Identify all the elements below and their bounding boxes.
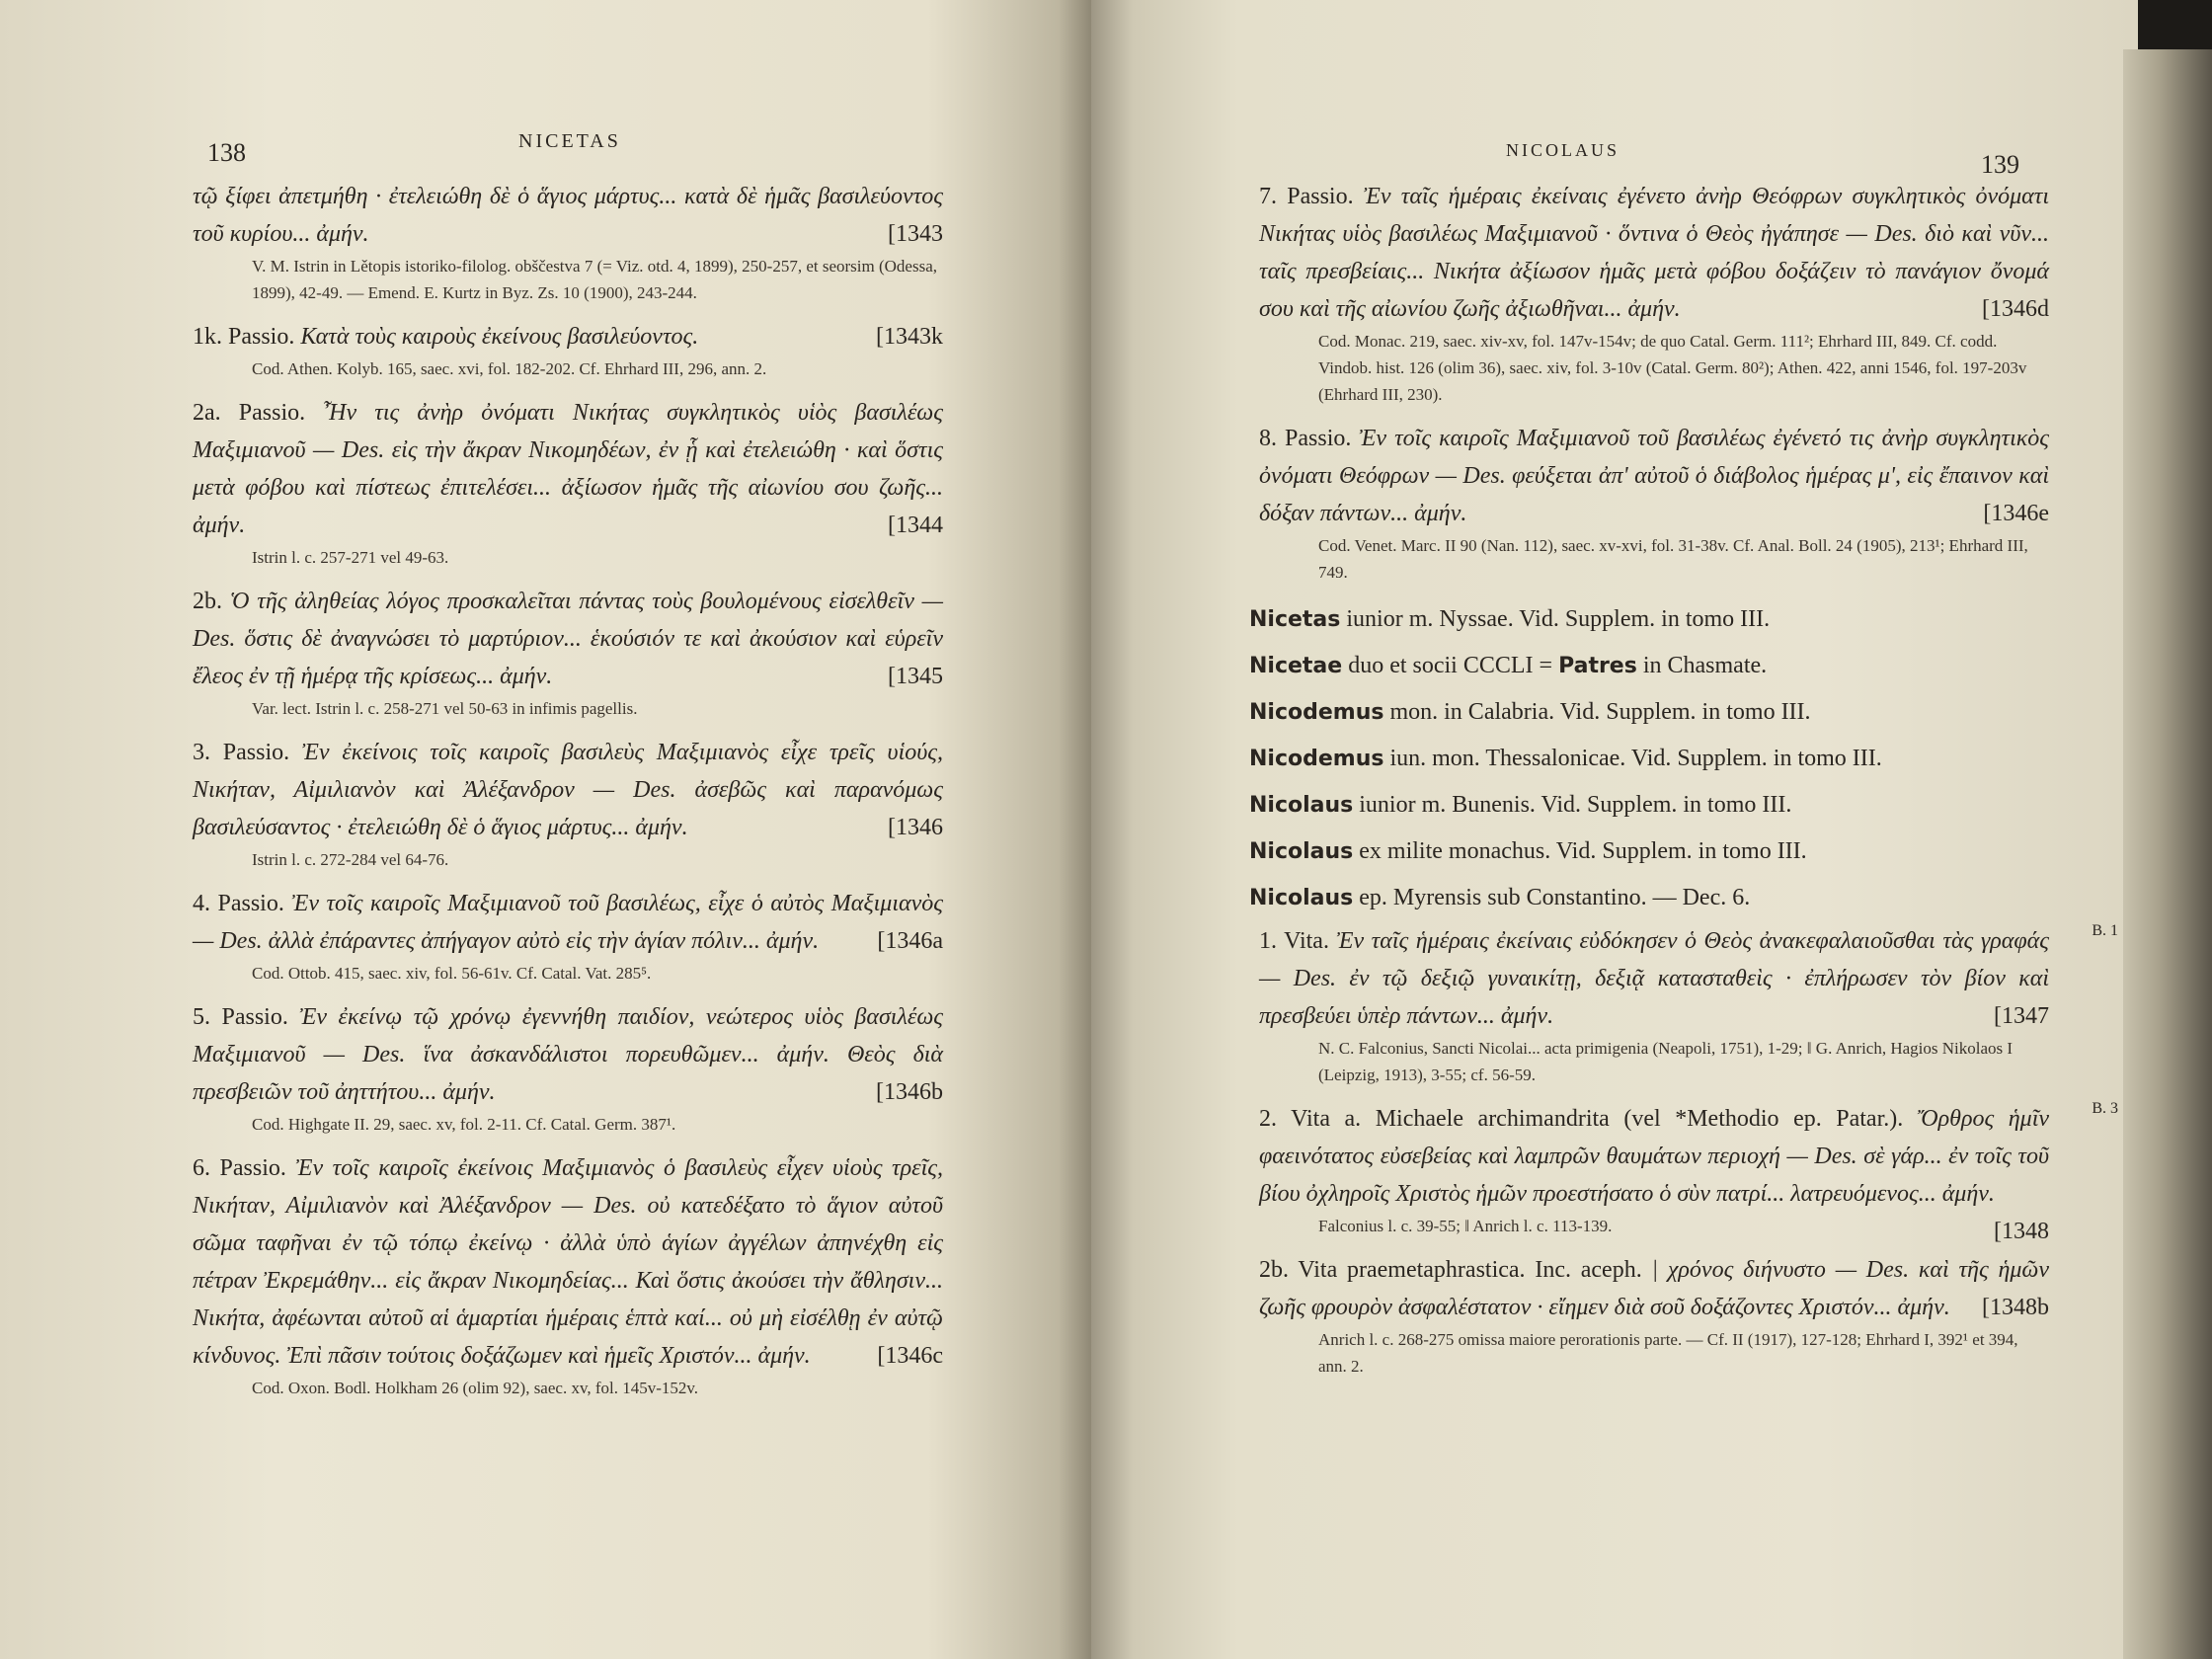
- saint-detail: duo et socii CCCLI =: [1342, 653, 1559, 678]
- entry-note: Cod. Ottob. 415, saec. xiv, fol. 56-61v. Cf. Catal. Vat. 285⁵.: [252, 964, 652, 983]
- left-page-header: [193, 128, 943, 178]
- saint-detail: iun. mon. Thessalonicae. Vid. Supplem. in tomo III.: [1383, 746, 1882, 771]
- saint-name-cross: Patres: [1558, 654, 1637, 678]
- entry-ref: [1345: [888, 664, 943, 689]
- entry-note: Istrin l. c. 272-284 vel 64-76.: [252, 850, 449, 869]
- left-entry-6: [193, 1149, 943, 1401]
- entry-label: 2b.: [193, 589, 222, 614]
- right-entry-7: [1259, 178, 2049, 408]
- entry-text: τῷ ξίφει ἀπετμήθη · ἐτελειώθη δὲ ὁ ἅγιος μάρτυς... κατὰ δὲ ἡμᾶς βασιλεύοντος τοῦ κυρίου... ἀμήν.: [193, 184, 943, 247]
- entry-ref: [1343k: [876, 324, 943, 350]
- entry-text: Κατὰ τοὺς καιροὺς ἐκείνους βασιλεύοντος.: [300, 324, 699, 350]
- entry-text: Ὁ τῆς ἀληθείας λόγος προσκαλεῖται πάντας τοὺς βουλομένους εἰσελθεῖν — Des. ὅστις δὲ ἀναγνώσει τὸ μαρτύριον... ἑκούσιόν τε καὶ ἀκούσιον καὶ εὑρεῖν ἔλεος ἐν τῇ ἡμέρᾳ τῆς κρίσεως... ἀμήν.: [193, 589, 943, 689]
- saint-name: Nicolaus: [1249, 793, 1354, 818]
- entry-label: 5. Passio.: [193, 1004, 288, 1030]
- entry-ref: [1346e: [1983, 501, 2049, 526]
- entry-note: Cod. Highgate II. 29, saec. xv, fol. 2-11. Cf. Catal. Germ. 387¹.: [252, 1115, 676, 1134]
- right-running-head: NICOLAUS: [1506, 140, 1620, 160]
- left-running-head: NICETAS: [518, 130, 621, 152]
- entry-text: Ἦν τις ἀνὴρ ὀνόματι Νικήτας συγκλητικὸς υἱὸς βασιλέως Μαξιμιανοῦ — Des. εἰς τὴν ἄκραν Νικομηδέων, ἐν ᾗ καὶ ἐτελειώθη · καὶ ὅστις μετὰ φόβου καὶ πίστεως ἐπιτελέσει... ἀξίωσον ἡμᾶς τῆς αἰωνίου σου ζωῆς... ἀμήν.: [193, 400, 943, 538]
- saint-heading: [1249, 737, 2049, 781]
- saint-heading: [1249, 644, 2049, 688]
- entry-ref: [1348b: [1982, 1295, 2049, 1320]
- right-page-header: [1259, 128, 2049, 178]
- right-page-number: 139: [1981, 150, 2019, 179]
- right-entry-8: [1259, 420, 2049, 586]
- entry-note: Cod. Athen. Kolyb. 165, saec. xvi, fol. 182-202. Cf. Ehrhard III, 296, ann. 2.: [252, 359, 767, 378]
- left-entry-3: [193, 734, 943, 873]
- saint-heading: [1249, 830, 2049, 874]
- saint-name: Nicetae: [1249, 654, 1343, 678]
- entry-ref: [1346c: [877, 1343, 943, 1369]
- entry-text: Ἐν ταῖς ἡμέραις ἐκείναις εὐδόκησεν ὁ Θεὸς ἀνακεφαλαιοῦσθαι τὰς γραφάς — Des. ἐν τῷ δεξιῷ γυναικίτῃ, δεξιᾷ κατασταθεὶς · ἐπλήρωσεν τὸν βίον καὶ πρεσβεύει ὑπὲρ πάντων... ἀμήν.: [1259, 928, 2050, 1029]
- saint-name: Nicetas: [1249, 607, 1341, 632]
- right-entry-vita-2b: [1259, 1251, 2049, 1380]
- entry-label: 2a. Passio.: [193, 400, 306, 426]
- entry-note: Cod. Monac. 219, saec. xiv-xv, fol. 147v-154v; de quo Catal. Germ. 111²; Ehrhard III, 849. Cf. codd. Vindob. hist. 126 (olim 36), saec. xiv, fol. 3-10v (Catal. Germ. 80²); Athen. 422, anni 1546, fol. 197-203v (Ehrhard III, 230).: [1318, 332, 2027, 404]
- entry-text: Ἐν ἐκείνοις τοῖς καιροῖς βασιλεὺς Μαξιμιανὸς εἶχε τρεῖς υἱούς, Νικήταν, Αἰμιλιανὸν καὶ Ἀλέξανδρον — Des. ἀσεβῶς καὶ παρανόμως βασιλεύσαντος · ἐτελειώθη δὲ ὁ ἅγιος μάρτυς... ἀμήν.: [193, 740, 943, 840]
- saint-name: Nicodemus: [1249, 747, 1384, 771]
- entry-ref: [1344: [888, 513, 943, 538]
- entry-note: Istrin l. c. 257-271 vel 49-63.: [252, 548, 449, 567]
- entry-label: 6. Passio.: [193, 1155, 286, 1181]
- margin-ref: B. 1: [2092, 922, 2118, 939]
- saint-detail: mon. in Calabria. Vid. Supplem. in tomo III.: [1383, 699, 1811, 725]
- entry-note: Anrich l. c. 268-275 omissa maiore perorationis parte. — Cf. II (1917), 127-128; Ehrhard I, 392¹ et 394, ann. 2.: [1318, 1330, 2018, 1376]
- entry-label: 1k. Passio.: [193, 324, 295, 350]
- saint-name: Nicolaus: [1249, 839, 1354, 864]
- saint-name: Nicolaus: [1249, 886, 1354, 910]
- entry-label: 8. Passio.: [1259, 426, 1352, 451]
- right-page: [1091, 0, 2138, 1659]
- entry-note: Var. lect. Istrin l. c. 258-271 vel 50-63 in infimis pagellis.: [252, 699, 638, 718]
- saint-heading: [1249, 876, 2049, 920]
- entry-text: Ἐν ταῖς ἡμέραις ἐκείναις ἐγένετο ἀνὴρ Θεόφρων συγκλητικὸς ὀνόματι Νικήτας υἱὸς βασιλέως Μαξιμιανοῦ · ὅντινα ὁ Θεὸς ἠγάπησε — Des. διὸ καὶ νῦν... ταῖς πρεσβείαις... Νικήτα ἀξίωσον ἡμᾶς μετὰ φόβου δοξάζειν τὸ πανάγιον ὄνομά σου καὶ τῆς αἰωνίου ζωῆς ἀξιωθῆναι... ἀμήν.: [1259, 184, 2049, 322]
- saint-detail: ex milite monachus. Vid. Supplem. in tomo III.: [1353, 838, 1807, 864]
- entry-ref: [1346: [888, 815, 943, 840]
- left-entry-2b: [193, 583, 943, 722]
- entry-text: Ἐν ἐκείνῳ τῷ χρόνῳ ἐγεννήθη παιδίον, νεώτερος υἱὸς βασιλέως Μαξιμιανοῦ — Des. ἵνα ἀσκανδάλιστοι πορευθῶμεν... ἀμήν. Θεὸς διὰ πρεσβειῶν τοῦ ἀηττήτου... ἀμήν.: [193, 1004, 944, 1105]
- entry-note: N. C. Falconius, Sancti Nicolai... acta primigenia (Neapoli, 1751), 1-29; ‖ G. Anrich, Hagios Nikolaos I (Leipzig, 1913), 3-55; cf. 56-59.: [1318, 1039, 2014, 1084]
- saint-heading: [1249, 690, 2049, 735]
- entry-label: 7. Passio.: [1259, 184, 1354, 209]
- saint-detail: in Chasmate.: [1636, 653, 1768, 678]
- saint-name: Nicodemus: [1249, 700, 1384, 725]
- right-entry-vita-2: [1259, 1100, 2118, 1244]
- saint-heading: [1249, 597, 2049, 642]
- entry-text: Ἐν τοῖς καιροῖς Μαξιμιανοῦ τοῦ βασιλέως, εἶχε ὁ αὐτὸς Μαξιμιανὸς — Des. ἀλλὰ ἐπάραντες ἀπήγαγον αὐτὸ εἰς τὴν ἁγίαν πόλιν... ἀμήν.: [193, 891, 943, 954]
- entry-ref: [1346a: [877, 928, 943, 954]
- left-entry-4: [193, 885, 943, 987]
- entry-label: 2b. Vita praemetaphrastica. Inc. aceph.: [1259, 1257, 1642, 1283]
- entry-note: V. M. Istrin in Lětopis istoriko-filolog. obščestva 7 (= Viz. otd. 4, 1899), 250-257, et seorsim (Odessa, 1899), 42-49. — Emend. E. Kurtz in Byz. Zs. 10 (1900), 243-244.: [252, 257, 938, 302]
- entry-label: 1. Vita.: [1259, 928, 1329, 954]
- left-opening-entry: [193, 178, 943, 306]
- entry-ref: [1347: [1994, 1003, 2049, 1029]
- entry-ref: [1346d: [1982, 296, 2049, 322]
- entry-text: | χρόνος διήνυστο — Des. καὶ τῆς ἡμῶν ζωῆς φρουρὸν ἀσφαλέστατον · εἴημεν διὰ σοῦ δοξάζοντες Χριστόν... ἀμήν.: [1259, 1257, 2050, 1320]
- left-page: [0, 0, 1091, 1659]
- left-entry-5: [193, 998, 943, 1138]
- right-entry-vita-1: [1259, 922, 2118, 1088]
- entry-ref: [1348: [1994, 1219, 2049, 1244]
- saint-detail: iunior m. Bunenis. Vid. Supplem. in tomo III.: [1353, 792, 1792, 818]
- saint-detail: iunior m. Nyssae. Vid. Supplem. in tomo III.: [1340, 606, 1771, 632]
- entry-note: Cod. Oxon. Bodl. Holkham 26 (olim 92), saec. xv, fol. 145v-152v.: [252, 1379, 699, 1397]
- saint-heading: [1249, 783, 2049, 828]
- entry-text: Ὄρθρος ἡμῖν φαεινότατος εὐσεβείας καὶ λαμπρῶν θαυμάτων περιοχή — Des. σὲ γάρ... ἐν τοῖς τοῦ βίου ὀχληροῖς Χριστὸς ἡμῶν προεστήσατο ὁ σὺν πατρί... λατρευόμενος... ἀμήν.: [1259, 1106, 2050, 1207]
- entry-note: Falconius l. c. 39-55; ‖ Anrich l. c. 113-139.: [1318, 1217, 1613, 1235]
- left-entry-1k: [193, 318, 943, 382]
- entry-note: Cod. Venet. Marc. II 90 (Nan. 112), saec. xv-xvi, fol. 31-38v. Cf. Anal. Boll. 24 (1905), 213¹; Ehrhard III, 749.: [1318, 536, 2028, 582]
- entry-label: 3. Passio.: [193, 740, 290, 765]
- entry-label: 4. Passio.: [193, 891, 284, 916]
- left-page-number: 138: [207, 138, 246, 167]
- page-block-edge: [2123, 49, 2212, 1659]
- saint-detail: ep. Myrensis sub Constantino. — Dec. 6.: [1353, 885, 1751, 910]
- entry-ref: [1346b: [876, 1079, 943, 1105]
- margin-ref: B. 3: [2092, 1100, 2118, 1117]
- entry-text: Ἐν τοῖς καιροῖς Μαξιμιανοῦ τοῦ βασιλέως ἐγένετό τις ἀνὴρ συγκλητικὸς ὀνόματι Θεόφρων — Des. φεύξεται ἀπ' αὐτοῦ ὁ διάβολος ἡμέρας μ', εἰς ἔπαινον καὶ δόξαν πάντων... ἀμήν.: [1259, 426, 2049, 526]
- entry-text: Ἐν τοῖς καιροῖς ἐκείνοις Μαξιμιανὸς ὁ βασιλεὺς εἶχεν υἱοὺς τρεῖς, Νικήταν, Αἰμιλιανὸν καὶ Ἀλέξανδρον — Des. οὐ κατεδέξατο τὸ ἅγιον αὐτοῦ σῶμα ταφῆναι ἐν τῷ τόπῳ ἐκείνῳ · ἀλλὰ ὑπὸ ἁγίων ἀγγέλων ἀπηνέχθη εἰς πέτραν Ἐκρεμάθην... εἰς ἄκραν Νικομηδείας... Καὶ ὅστις ἀκούσει τὴν ἄθλησιν... Νικήτα, ἀφέωνται αὐτοῦ αἱ ἁμαρτίαι ἡμέραις ἑπτὰ καί... οὐ μὴ εἰσέλθῃ ἐν αὐτῷ κίνδυνος. Ἐπὶ πᾶσιν τούτοις δοξάζωμεν καὶ ἡμεῖς Χριστόν... ἀμήν.: [193, 1155, 943, 1369]
- entry-label: 2. Vita a. Michaele archimandrita (vel *Methodio ep. Patar.).: [1259, 1106, 1904, 1132]
- left-entry-2a: [193, 394, 943, 571]
- entry-ref: [1343: [888, 221, 943, 247]
